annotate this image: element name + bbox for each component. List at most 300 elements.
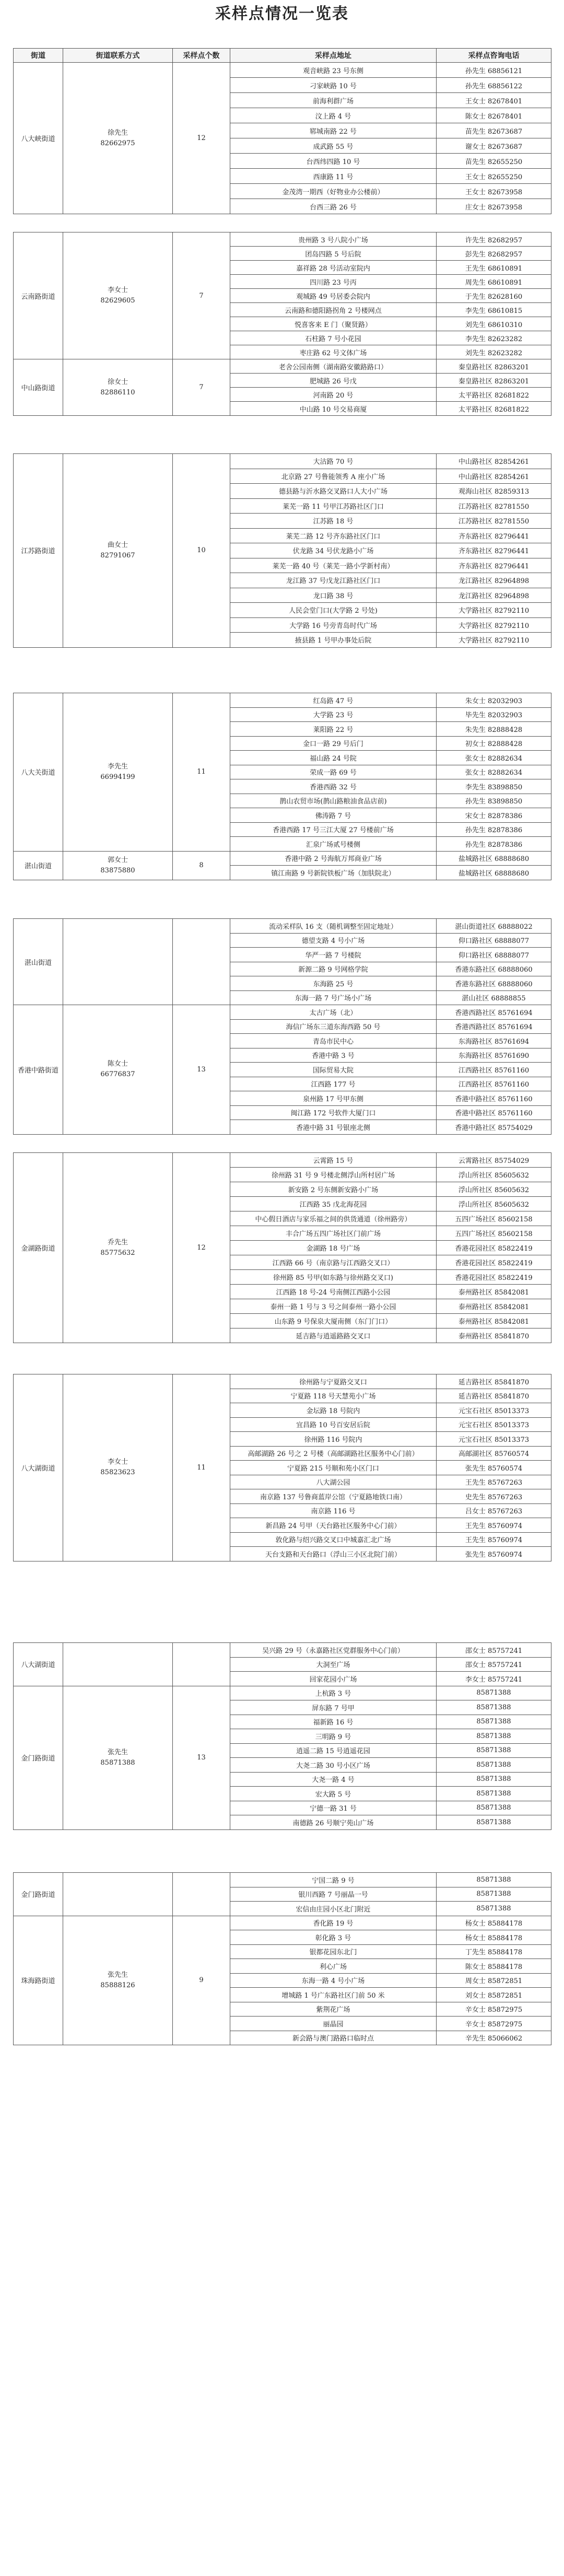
phone-cell: 湛山社区 68888855 bbox=[437, 990, 551, 1005]
address-cell: 新会路与澳门路路口临时点 bbox=[230, 2031, 437, 2045]
count-cell bbox=[173, 1643, 230, 1686]
address-cell: 南京路 137 号鲁商蓝岸公馆（宁夏路地铁口南） bbox=[230, 1489, 437, 1504]
address-cell: 四川路 23 号丙 bbox=[230, 275, 437, 289]
phone-cell: 香港西路社区 85761694 bbox=[437, 1019, 551, 1034]
phone-cell: 五四广场社区 85602158 bbox=[437, 1211, 551, 1226]
phone-cell: 张先生 85760574 bbox=[437, 1461, 551, 1475]
table-row bbox=[14, 693, 551, 708]
phone-cell: 李先生 83898850 bbox=[437, 779, 551, 794]
address-cell: 汇泉广场贰号楼侧 bbox=[230, 837, 437, 852]
address-cell: 山东路 9 号保泉大厦南侧（东门门口） bbox=[230, 1314, 437, 1328]
phone-cell: 延吉路社区 85841870 bbox=[437, 1374, 551, 1389]
address-cell: 回家花园小广场 bbox=[230, 1672, 437, 1686]
phone-cell: 王先生 85767263 bbox=[437, 1475, 551, 1489]
contact-cell bbox=[63, 232, 173, 359]
table-row bbox=[14, 851, 551, 866]
contact-name: 乔先生 bbox=[107, 1238, 128, 1246]
table-row bbox=[14, 1916, 551, 1930]
address-cell: 三明路 9 号 bbox=[230, 1729, 437, 1744]
address-cell: 丽晶园 bbox=[230, 2016, 437, 2031]
phone-cell: 周女士 85872851 bbox=[437, 1973, 551, 1988]
phone-cell: 85871388 bbox=[437, 1787, 551, 1801]
address-cell: 成武路 55 号 bbox=[230, 138, 437, 154]
street-cell: 中山路街道 bbox=[14, 359, 63, 416]
phone-cell: 李先生 82623282 bbox=[437, 331, 551, 345]
address-cell: 香港西路 32 号 bbox=[230, 779, 437, 794]
street-cell: 八大关街道 bbox=[14, 693, 63, 852]
address-cell: 莱芜一路 11 号甲江苏路社区门口 bbox=[230, 498, 437, 514]
phone-cell: 85871388 bbox=[437, 1801, 551, 1815]
address-cell: 紫荆花广场 bbox=[230, 2002, 437, 2016]
table-row bbox=[14, 1005, 551, 1020]
phone-cell: 朱先生 82888428 bbox=[437, 722, 551, 737]
count-cell bbox=[173, 919, 230, 1005]
phone-cell: 秦皇路社区 82863201 bbox=[437, 374, 551, 388]
phone-cell: 85871388 bbox=[437, 1758, 551, 1773]
address-cell: 香化路 19 号 bbox=[230, 1916, 437, 1930]
address-cell: 肥城路 26 号戊 bbox=[230, 374, 437, 388]
contact-name: 李先生 bbox=[107, 762, 128, 771]
address-cell: 大尧一路 4 号 bbox=[230, 1772, 437, 1787]
contact-phone: 82629605 bbox=[100, 297, 135, 305]
contact-name: 李女士 bbox=[107, 286, 128, 294]
address-cell: 悦喜客来 E 门（聚贤路） bbox=[230, 317, 437, 331]
header-address: 采样点地址 bbox=[230, 49, 437, 63]
phone-cell: 85871388 bbox=[437, 1700, 551, 1715]
phone-cell: 大学路社区 82792110 bbox=[437, 617, 551, 633]
address-cell: 新安路 2 号东侧新安路小广场 bbox=[230, 1182, 437, 1197]
contact-phone: 82662975 bbox=[100, 139, 135, 147]
contact-cell bbox=[63, 1153, 173, 1343]
phone-cell: 李女士 85757241 bbox=[437, 1672, 551, 1686]
phone-cell: 高邮湖社区 85760574 bbox=[437, 1446, 551, 1461]
phone-cell: 泰州路社区 85842081 bbox=[437, 1285, 551, 1299]
phone-cell: 香港东路社区 68888060 bbox=[437, 962, 551, 976]
address-cell: 莱芜二路 12 号齐东路社区门口 bbox=[230, 528, 437, 543]
address-cell: 逍遥二路 15 号逍遥花园 bbox=[230, 1743, 437, 1758]
count-cell: 11 bbox=[173, 693, 230, 852]
phone-cell: 齐东路社区 82796441 bbox=[437, 543, 551, 558]
phone-cell: 85871388 bbox=[437, 1902, 551, 1916]
phone-cell: 陈女士 82678401 bbox=[437, 108, 551, 123]
address-cell: 泰州一路 1 号与 3 号之间泰州一路小公园 bbox=[230, 1299, 437, 1314]
phone-cell: 元宝石社区 85013373 bbox=[437, 1432, 551, 1447]
table-row bbox=[14, 232, 551, 247]
address-cell: 天台支路和天台路口（浮山三小区北院门前） bbox=[230, 1547, 437, 1561]
address-cell: 掖县路 1 号甲办事处后院 bbox=[230, 633, 437, 648]
address-cell: 香港西路 17 号三江大厦 27 号楼前广场 bbox=[230, 822, 437, 837]
phone-cell: 王先生 85760974 bbox=[437, 1518, 551, 1533]
contact-name: 陈女士 bbox=[107, 1060, 128, 1068]
contact-cell bbox=[63, 693, 173, 852]
address-cell: 高邮湖路 26 号之 2 号楼（高邮湖路社区服务中心门前） bbox=[230, 1446, 437, 1461]
address-cell: 香港中路 3 号 bbox=[230, 1048, 437, 1063]
phone-cell: 江西路社区 85761160 bbox=[437, 1063, 551, 1077]
contact-cell bbox=[63, 1643, 173, 1686]
street-cell: 珠海路街道 bbox=[14, 1916, 63, 2045]
street-cell: 八大峡街道 bbox=[14, 63, 63, 214]
address-cell: 佛涛路 7 号 bbox=[230, 808, 437, 823]
address-cell: 宁夏路 118 号天慧苑小广场 bbox=[230, 1389, 437, 1403]
phone-cell: 齐东路社区 82796441 bbox=[437, 558, 551, 573]
contact-phone: 85871388 bbox=[100, 1758, 135, 1767]
address-cell: 丰合广场五四广场社区门前广场 bbox=[230, 1226, 437, 1241]
address-cell: 徐州路 116 号院内 bbox=[230, 1432, 437, 1447]
phone-cell: 观海山社区 82859313 bbox=[437, 484, 551, 499]
street-cell: 江苏路街道 bbox=[14, 454, 63, 648]
address-cell: 金坛路 18 号院内 bbox=[230, 1403, 437, 1418]
phone-cell: 85871388 bbox=[437, 1715, 551, 1729]
phone-cell: 王女士 82678401 bbox=[437, 93, 551, 108]
count-cell: 8 bbox=[173, 851, 230, 880]
address-cell: 福新路 16 号 bbox=[230, 1715, 437, 1729]
count-cell: 7 bbox=[173, 359, 230, 416]
phone-cell: 李先生 68610815 bbox=[437, 303, 551, 317]
count-cell: 12 bbox=[173, 63, 230, 214]
contact-name: 曲女士 bbox=[107, 541, 128, 549]
phone-cell: 泰州路社区 85842081 bbox=[437, 1314, 551, 1328]
address-cell: 宁国二路 9 号 bbox=[230, 1873, 437, 1887]
phone-cell: 浮山所社区 85605632 bbox=[437, 1182, 551, 1197]
contact-name: 张先生 bbox=[107, 1748, 128, 1756]
table-row bbox=[14, 919, 551, 934]
address-cell: 徐州路 85 号甲(如东路与徐州路交叉口) bbox=[230, 1270, 437, 1285]
table-section bbox=[13, 693, 551, 880]
address-cell: 香港中路 2 号海航万邦商业广场 bbox=[230, 851, 437, 866]
phone-cell: 85871388 bbox=[437, 1815, 551, 1830]
address-cell: 中山路 10 号交易商厦 bbox=[230, 402, 437, 416]
address-cell: 观城路 49 号居委会院内 bbox=[230, 289, 437, 303]
phone-cell: 香港中路社区 85754029 bbox=[437, 1120, 551, 1135]
address-cell: 江苏路 18 号 bbox=[230, 514, 437, 529]
phone-cell: 陈女士 85884178 bbox=[437, 1959, 551, 1974]
address-cell: 江西路 66 号（南京路与江西路交叉口） bbox=[230, 1255, 437, 1270]
address-cell: 江西路 35 戊北海花园 bbox=[230, 1197, 437, 1211]
address-cell: 银都花园东北门 bbox=[230, 1944, 437, 1959]
phone-cell: 85871388 bbox=[437, 1743, 551, 1758]
street-cell: 湛山街道 bbox=[14, 919, 63, 1005]
count-cell: 12 bbox=[173, 1153, 230, 1343]
count-cell: 13 bbox=[173, 1686, 230, 1829]
header-phone: 采样点咨询电话 bbox=[437, 49, 551, 63]
address-cell: 宁夏路 215 号顺和苑小区门口 bbox=[230, 1461, 437, 1475]
address-cell: 福山路 24 号院 bbox=[230, 751, 437, 765]
address-cell: 观音峡路 23 号东侧 bbox=[230, 63, 437, 78]
table-row bbox=[14, 1686, 551, 1700]
address-cell: 石柱路 7 号小花园 bbox=[230, 331, 437, 345]
address-cell: 鹊山农贸市场(鹊山路粮油食品店前) bbox=[230, 794, 437, 808]
address-cell: 延吉路与逍遥路路交叉口 bbox=[230, 1328, 437, 1343]
phone-cell: 江苏路社区 82781550 bbox=[437, 498, 551, 514]
address-cell: 太古广场（北） bbox=[230, 1005, 437, 1020]
address-cell: 闽江路 172 号软件大厦门口 bbox=[230, 1105, 437, 1120]
address-cell: 刁家峡路 10 号 bbox=[230, 78, 437, 93]
address-cell: 金茂湾一期西（好物业办公楼前） bbox=[230, 184, 437, 199]
address-cell: 东海一路 4 号小广场 bbox=[230, 1973, 437, 1988]
address-cell: 人民会堂门口(大学路 2 号处) bbox=[230, 603, 437, 618]
phone-cell: 江西路社区 85761160 bbox=[437, 1077, 551, 1091]
address-cell: 新昌路 24 号甲（天台路社区服务中心门前） bbox=[230, 1518, 437, 1533]
phone-cell: 85871388 bbox=[437, 1729, 551, 1744]
phone-cell: 龙江路社区 82964898 bbox=[437, 573, 551, 588]
contact-cell bbox=[63, 1873, 173, 1916]
address-cell: 金湖路 18 号广场 bbox=[230, 1241, 437, 1255]
phone-cell: 苗先生 82673687 bbox=[437, 123, 551, 138]
street-cell: 八大湖街道 bbox=[14, 1643, 63, 1686]
phone-cell: 中山路社区 82854261 bbox=[437, 469, 551, 484]
contact-cell bbox=[63, 1916, 173, 2045]
table-section bbox=[13, 48, 551, 214]
phone-cell: 吕女士 85767263 bbox=[437, 1503, 551, 1518]
contact-cell bbox=[63, 1374, 173, 1561]
address-cell: 南德路 26 号顺宁苑山广场 bbox=[230, 1815, 437, 1830]
phone-cell: 江苏路社区 82781550 bbox=[437, 514, 551, 529]
phone-cell: 彭先生 82682957 bbox=[437, 247, 551, 261]
address-cell: 河南路 20 号 bbox=[230, 388, 437, 402]
phone-cell: 浮山所社区 85605632 bbox=[437, 1168, 551, 1182]
phone-cell: 孙先生 68856121 bbox=[437, 63, 551, 78]
table-row bbox=[14, 1153, 551, 1168]
address-cell: 新源二路 9 号网格学院 bbox=[230, 962, 437, 976]
address-cell: 徐州路 31 号 9 号楼北侧浮山所村居广场 bbox=[230, 1168, 437, 1182]
address-cell: 徐州路与宁夏路交叉口 bbox=[230, 1374, 437, 1389]
address-cell: 中心假日酒店与家乐福之间的供货通道（徐州路旁） bbox=[230, 1211, 437, 1226]
phone-cell: 五四广场社区 85602158 bbox=[437, 1226, 551, 1241]
address-cell: 华严一路 7 号楼院 bbox=[230, 948, 437, 962]
phone-cell: 东海路社区 85761694 bbox=[437, 1034, 551, 1048]
phone-cell: 刘女士 85872851 bbox=[437, 1988, 551, 2002]
address-cell: 镇江南路 9 号新院铁板广场（加肤院北） bbox=[230, 866, 437, 880]
address-cell: 北京路 27 号鲁能领秀 A 座小广场 bbox=[230, 469, 437, 484]
phone-cell: 毕先生 82032903 bbox=[437, 707, 551, 722]
address-cell: 宜昌路 10 号百安居后院 bbox=[230, 1417, 437, 1432]
contact-cell bbox=[63, 919, 173, 1005]
address-cell: 国际贸易大院 bbox=[230, 1063, 437, 1077]
street-cell: 湛山街道 bbox=[14, 851, 63, 880]
phone-cell: 孙先生 83898850 bbox=[437, 794, 551, 808]
phone-cell: 元宝石社区 85013373 bbox=[437, 1417, 551, 1432]
phone-cell: 大学路社区 82792110 bbox=[437, 633, 551, 648]
phone-cell: 王先生 68610891 bbox=[437, 261, 551, 275]
contact-cell bbox=[63, 63, 173, 214]
phone-cell: 杨女士 85884178 bbox=[437, 1930, 551, 1945]
phone-cell: 辛女士 85872975 bbox=[437, 2016, 551, 2031]
phone-cell: 于先生 82628160 bbox=[437, 289, 551, 303]
address-cell: 银川西路 7 号丽晶一号 bbox=[230, 1887, 437, 1902]
phone-cell: 龙江路社区 82964898 bbox=[437, 588, 551, 603]
address-cell: 上杭路 3 号 bbox=[230, 1686, 437, 1700]
address-cell: 江西路 177 号 bbox=[230, 1077, 437, 1091]
address-cell: 红岛路 47 号 bbox=[230, 693, 437, 708]
contact-phone: 82886110 bbox=[100, 388, 135, 397]
phone-cell: 泰州路社区 85842081 bbox=[437, 1299, 551, 1314]
phone-cell: 孙先生 82878386 bbox=[437, 822, 551, 837]
address-cell: 青岛市民中心 bbox=[230, 1034, 437, 1048]
phone-cell: 东海路社区 85761690 bbox=[437, 1048, 551, 1063]
address-cell: 香港中路 31 号银座北侧 bbox=[230, 1120, 437, 1135]
address-cell: 龙江路 37 号戊龙江路社区门口 bbox=[230, 573, 437, 588]
phone-cell: 香港花园社区 85822419 bbox=[437, 1255, 551, 1270]
address-cell: 八大湖公园 bbox=[230, 1475, 437, 1489]
contact-name: 徐先生 bbox=[107, 129, 128, 137]
table-section bbox=[13, 1872, 551, 2045]
table-row bbox=[14, 359, 551, 374]
contact-name: 李女士 bbox=[107, 1458, 128, 1466]
phone-cell: 王先生 85760974 bbox=[437, 1532, 551, 1547]
table-header-row bbox=[14, 49, 551, 63]
address-cell: 吴兴路 29 号（永嘉路社区党群服务中心门前） bbox=[230, 1643, 437, 1658]
phone-cell: 秦皇路社区 82863201 bbox=[437, 359, 551, 374]
address-cell: 龙口路 38 号 bbox=[230, 588, 437, 603]
address-cell: 云霄路 15 号 bbox=[230, 1153, 437, 1168]
phone-cell: 太平路社区 82681822 bbox=[437, 388, 551, 402]
phone-cell: 仰口路社区 68888077 bbox=[437, 948, 551, 962]
contact-name: 徐女士 bbox=[107, 378, 128, 386]
phone-cell: 史先生 85767263 bbox=[437, 1489, 551, 1504]
count-cell: 7 bbox=[173, 232, 230, 359]
phone-cell: 王女士 82673958 bbox=[437, 184, 551, 199]
address-cell: 前海利群广场 bbox=[230, 93, 437, 108]
street-cell: 金门路街道 bbox=[14, 1686, 63, 1829]
address-cell: 台西纬四路 10 号 bbox=[230, 154, 437, 169]
phone-cell: 庄女士 82673958 bbox=[437, 199, 551, 214]
phone-cell: 太平路社区 82681822 bbox=[437, 402, 551, 416]
phone-cell: 张先生 85760974 bbox=[437, 1547, 551, 1561]
contact-name: 张先生 bbox=[107, 1971, 128, 1979]
address-cell: 西康路 11 号 bbox=[230, 169, 437, 184]
phone-cell: 孙先生 82878386 bbox=[437, 837, 551, 852]
address-cell: 增城路 1 号广东路社区门前 50 米 bbox=[230, 1988, 437, 2002]
address-cell: 德县路与沂水路交叉路口人大小广场 bbox=[230, 484, 437, 499]
phone-cell: 张女士 82882634 bbox=[437, 765, 551, 779]
street-cell: 金湖路街道 bbox=[14, 1153, 63, 1343]
phone-cell: 齐东路社区 82796441 bbox=[437, 528, 551, 543]
address-cell: 大洞至广场 bbox=[230, 1657, 437, 1672]
contact-phone: 66994199 bbox=[100, 773, 135, 781]
address-cell: 莱阳路 22 号 bbox=[230, 722, 437, 737]
contact-cell bbox=[63, 851, 173, 880]
phone-cell: 香港中路社区 85761160 bbox=[437, 1091, 551, 1106]
header-contact: 街道联系方式 bbox=[63, 49, 173, 63]
phone-cell: 香港西路社区 85761694 bbox=[437, 1005, 551, 1020]
table-section bbox=[13, 1374, 551, 1561]
phone-cell: 85871388 bbox=[437, 1686, 551, 1700]
header-street: 街道 bbox=[14, 49, 63, 63]
table-section bbox=[13, 232, 551, 416]
count-cell: 10 bbox=[173, 454, 230, 648]
address-cell: 泉州路 17 号甲东侧 bbox=[230, 1091, 437, 1106]
phone-cell: 85871388 bbox=[437, 1873, 551, 1887]
table-row bbox=[14, 63, 551, 78]
phone-cell: 延吉路社区 85841870 bbox=[437, 1389, 551, 1403]
phone-cell: 大学路社区 82792110 bbox=[437, 603, 551, 618]
phone-cell: 中山路社区 82854261 bbox=[437, 454, 551, 469]
address-cell: 金口一路 29 号后门 bbox=[230, 736, 437, 751]
street-cell: 云南路街道 bbox=[14, 232, 63, 359]
table-section bbox=[13, 918, 551, 1135]
phone-cell: 湛山街道社区 68888022 bbox=[437, 919, 551, 934]
phone-cell: 王女士 82655250 bbox=[437, 169, 551, 184]
address-cell: 流动采样队 16 支（随机调整至固定地址） bbox=[230, 919, 437, 934]
address-cell: 大学路 23 号 bbox=[230, 707, 437, 722]
phone-cell: 香港花园社区 85822419 bbox=[437, 1270, 551, 1285]
address-cell: 宁德一路 31 号 bbox=[230, 1801, 437, 1815]
phone-cell: 85871388 bbox=[437, 1887, 551, 1902]
table-row bbox=[14, 454, 551, 469]
phone-cell: 丁先生 85884178 bbox=[437, 1944, 551, 1959]
table-row bbox=[14, 1643, 551, 1658]
address-cell: 敦化路与绍兴路交叉口中城嘉汇北广场 bbox=[230, 1532, 437, 1547]
phone-cell: 邵女士 85757241 bbox=[437, 1643, 551, 1658]
address-cell: 云南路和德阳路拐角 2 号楼网点 bbox=[230, 303, 437, 317]
table-section bbox=[13, 453, 551, 648]
address-cell: 荣成一路 69 号 bbox=[230, 765, 437, 779]
address-cell: 宏信由庄园小区北门附近 bbox=[230, 1902, 437, 1916]
address-cell: 莱芜一路 40 号（莱芜一路小学新村南） bbox=[230, 558, 437, 573]
phone-cell: 周先生 68610891 bbox=[437, 275, 551, 289]
address-cell: 宏大路 5 号 bbox=[230, 1787, 437, 1801]
phone-cell: 谢女士 82673687 bbox=[437, 138, 551, 154]
address-cell: 伏龙路 34 号伏龙路小广场 bbox=[230, 543, 437, 558]
phone-cell: 盐城路社区 68888680 bbox=[437, 866, 551, 880]
street-cell: 八大湖街道 bbox=[14, 1374, 63, 1561]
table-row bbox=[14, 1873, 551, 1887]
contact-cell bbox=[63, 359, 173, 416]
address-cell: 屏东路 7 号甲 bbox=[230, 1700, 437, 1715]
address-cell: 德望支路 4 号小广场 bbox=[230, 933, 437, 948]
address-cell: 东海一路 7 号广场小广场 bbox=[230, 990, 437, 1005]
address-cell: 枣庄路 62 号文体广场 bbox=[230, 345, 437, 359]
phone-cell: 元宝石社区 85013373 bbox=[437, 1403, 551, 1418]
contact-phone: 85775632 bbox=[100, 1249, 135, 1257]
contact-phone: 82791067 bbox=[100, 551, 135, 560]
phone-cell: 邵女士 85757241 bbox=[437, 1657, 551, 1672]
phone-cell: 孙先生 68856122 bbox=[437, 78, 551, 93]
phone-cell: 苗先生 82655250 bbox=[437, 154, 551, 169]
contact-name: 郭女士 bbox=[107, 856, 128, 864]
table-section bbox=[13, 1152, 551, 1343]
address-cell: 老舍公园南侧（湖南路安徽路路口） bbox=[230, 359, 437, 374]
address-cell: 南京路 116 号 bbox=[230, 1503, 437, 1518]
address-cell: 嘉祥路 28 号活动室院内 bbox=[230, 261, 437, 275]
address-cell: 江西路 18 号-24 号南侧江西路小公园 bbox=[230, 1285, 437, 1299]
table-section bbox=[13, 1642, 551, 1830]
contact-cell bbox=[63, 454, 173, 648]
address-cell: 贵州路 3 号八院小广场 bbox=[230, 232, 437, 247]
phone-cell: 朱女士 82032903 bbox=[437, 693, 551, 708]
count-cell: 9 bbox=[173, 1916, 230, 2045]
phone-cell: 浮山所社区 85605632 bbox=[437, 1197, 551, 1211]
address-cell: 利心广场 bbox=[230, 1959, 437, 1974]
address-cell: 郓城南路 22 号 bbox=[230, 123, 437, 138]
phone-cell: 初女士 82888428 bbox=[437, 736, 551, 751]
street-cell: 香港中路街道 bbox=[14, 1005, 63, 1135]
phone-cell: 张女士 82882634 bbox=[437, 751, 551, 765]
phone-cell: 仰口路社区 68888077 bbox=[437, 933, 551, 948]
count-cell: 11 bbox=[173, 1374, 230, 1561]
address-cell: 汶上路 4 号 bbox=[230, 108, 437, 123]
contact-phone: 85888126 bbox=[100, 1981, 135, 1989]
phone-cell: 香港东路社区 68888060 bbox=[437, 976, 551, 991]
count-cell bbox=[173, 1873, 230, 1916]
street-cell: 金门路街道 bbox=[14, 1873, 63, 1916]
phone-cell: 盐城路社区 68888680 bbox=[437, 851, 551, 866]
phone-cell: 辛女士 85872975 bbox=[437, 2002, 551, 2016]
phone-cell: 宋女士 82878386 bbox=[437, 808, 551, 823]
count-cell: 13 bbox=[173, 1005, 230, 1135]
page-title: 采样点情况一览表 bbox=[215, 5, 349, 23]
contact-cell bbox=[63, 1005, 173, 1135]
